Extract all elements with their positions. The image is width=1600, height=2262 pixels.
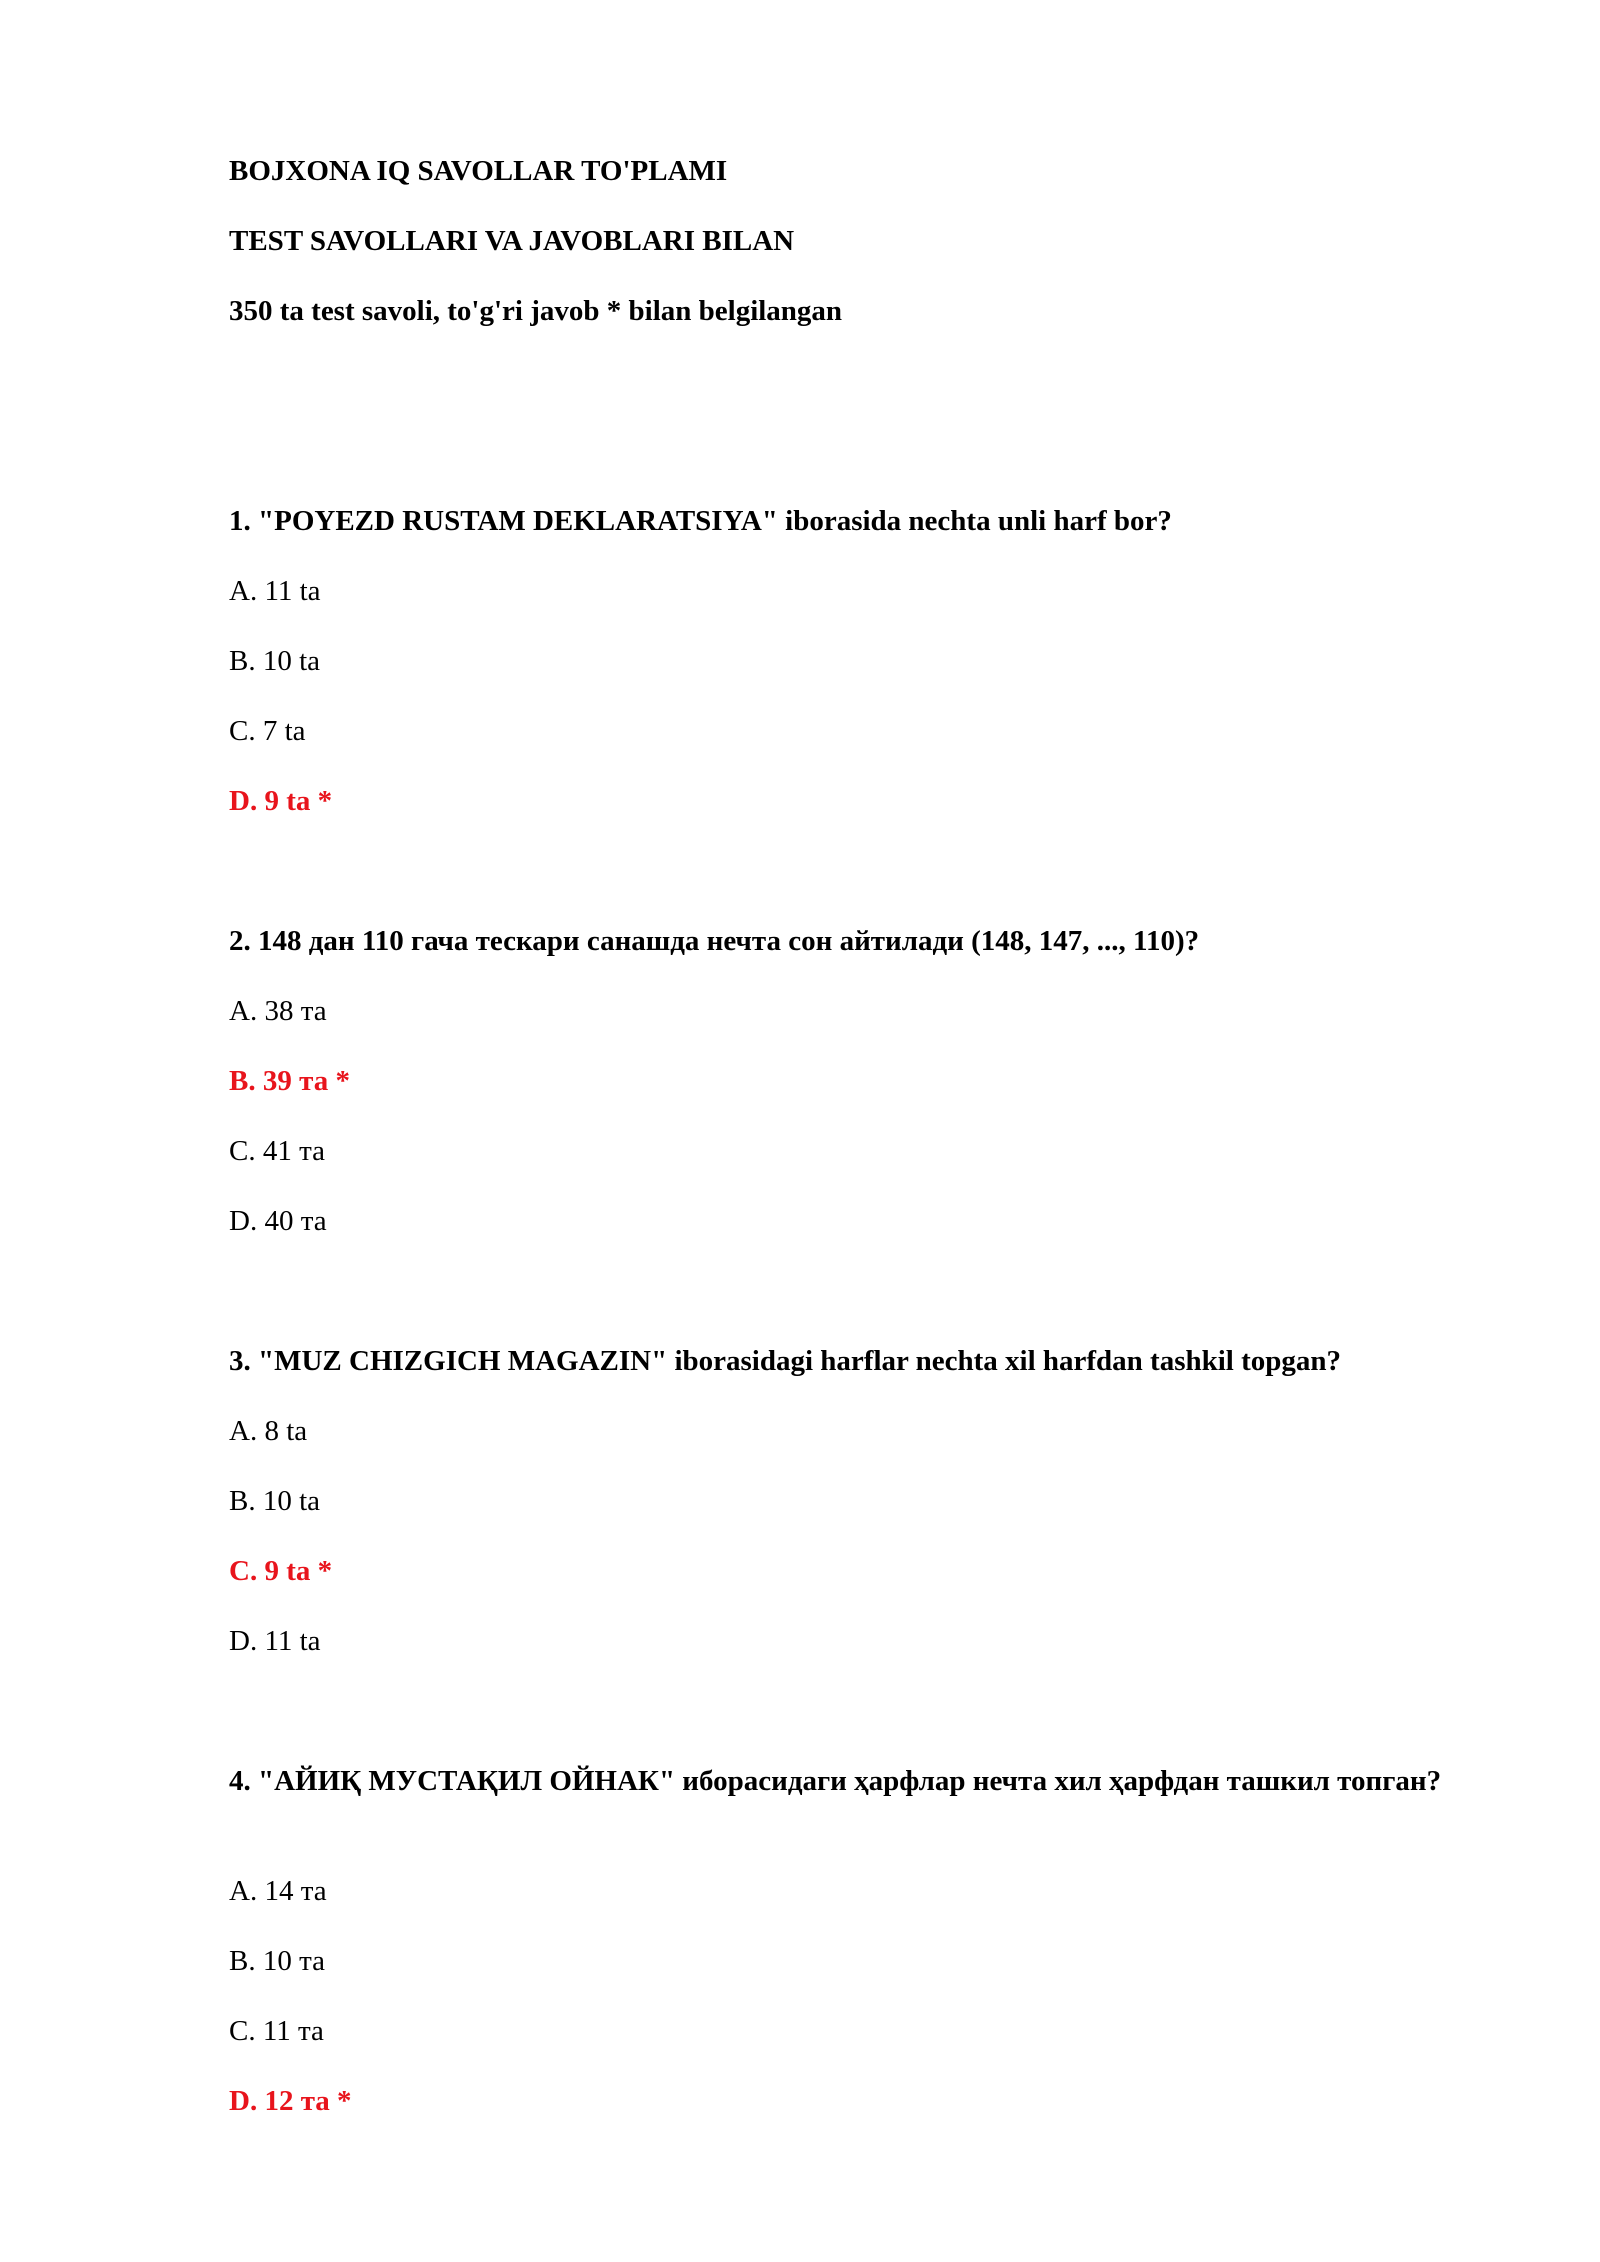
question-4-text: 4. "АЙИҚ МУСТАҚИЛ ОЙНАК" иборасидаги ҳарфлар нечта хил ҳарфдан ташкил топган? — [229, 1765, 1442, 1797]
question-2-option-b-correct: B. 39 та * — [229, 1065, 350, 1097]
document-title: BOJXONA IQ SAVOLLAR TO'PLAMI — [229, 155, 728, 187]
question-3-option-d: D. 11 ta — [229, 1625, 321, 1657]
question-1-option-a: A. 11 ta — [229, 575, 321, 607]
question-1-option-d-correct: D. 9 ta * — [229, 785, 333, 817]
question-2-option-d: D. 40 та — [229, 1205, 327, 1237]
question-2-option-c: C. 41 та — [229, 1135, 325, 1167]
question-1-option-b: B. 10 ta — [229, 645, 321, 677]
question-3-option-c-correct: C. 9 ta * — [229, 1555, 333, 1587]
question-1-text: 1. "POYEZD RUSTAM DEKLARATSIYA" iborasida nechta unli harf bor? — [229, 505, 1172, 537]
question-1-option-c: C. 7 ta — [229, 715, 306, 747]
question-4-option-c: C. 11 та — [229, 2015, 324, 2047]
question-4-option-b: B. 10 та — [229, 1945, 325, 1977]
document-subtitle: TEST SAVOLLARI VA JAVOBLARI BILAN — [229, 225, 795, 257]
question-4-option-a: A. 14 та — [229, 1875, 327, 1907]
question-2-text: 2. 148 дан 110 гача тескари санашда нечта сон айтилади (148, 147, ..., 110)? — [229, 925, 1200, 957]
question-2-option-a: A. 38 та — [229, 995, 327, 1027]
question-4-option-d-correct: D. 12 та * — [229, 2085, 352, 2117]
question-3-option-a: A. 8 ta — [229, 1415, 308, 1447]
question-3-text: 3. "MUZ CHIZGICH MAGAZIN" iborasidagi harflar nechta xil harfdan tashkil topgan? — [229, 1345, 1342, 1377]
document-description: 350 ta test savoli, to'g'ri javob * bilan belgilangan — [229, 295, 843, 327]
question-3-option-b: B. 10 ta — [229, 1485, 321, 1517]
